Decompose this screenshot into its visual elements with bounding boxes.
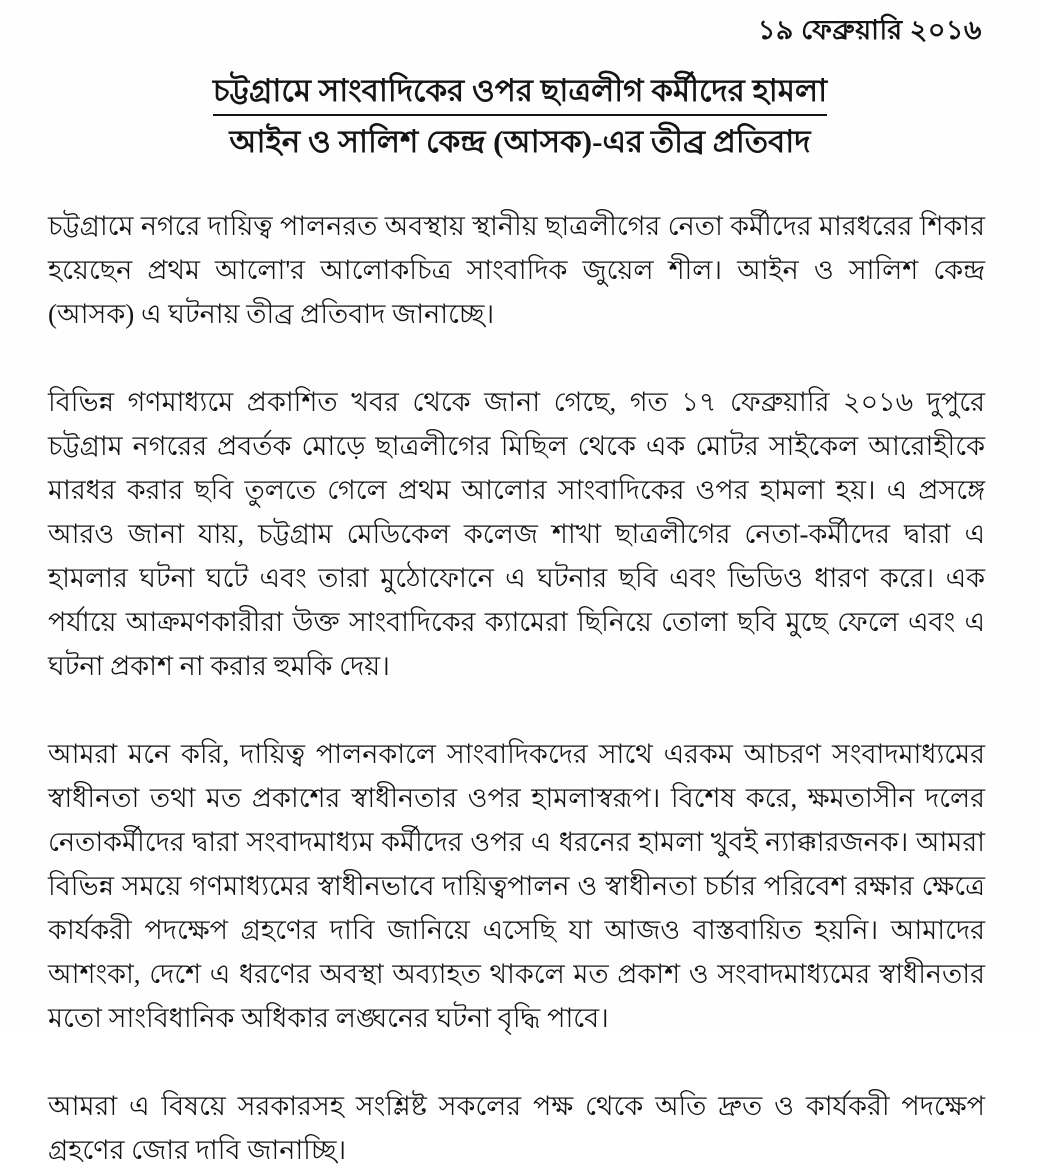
document-date: ১৯ ফেব্রুয়ারি ২০১৬ xyxy=(757,15,982,45)
paragraph-3: আমরা মনে করি, দায়িত্ব পালনকালে সাংবাদিকদের সাথে এরকম আচরণ সংবাদমাধ্যমের স্বাধীনতা তথা মত প্রকাশের স্বাধীনতার ওপর হামলাস্বরূপ। বিশেষ করে, ক্ষমতাসীন দলের নেতাকর্মীদের দ্বারা সংবাদমাধ্যম কর্মীদের ওপর এ ধরনের হামলা খুবই ন্যাক্কারজনক। আমরা বিভিন্ন সময়ে গণমাধ্যমের স্বাধীনভাবে দায়িত্বপালন ও স্বাধীনতা চর্চার পরিবেশ রক্ষার ক্ষেত্রে কার্যকরী পদক্ষেপ গ্রহণের দাবি জানিয়ে এসেছি যা আজও বাস্তবায়িত হয়নি। আমাদের আশংকা, দেশে এ ধরণের অবস্থা অব্যাহত থাকলে মত প্রকাশ ও সংবাদমাধ্যমের স্বাধীনতার মতো সাংবিধানিক অধিকার লঙ্ঘনের ঘটনা বৃদ্ধি পাবে। xyxy=(48,738,985,1033)
paragraph-4: আমরা এ বিষয়ে সরকারসহ সংশ্লিষ্ট সকলের পক্ষ থেকে অতি দ্রুত ও কার্যকরী পদক্ষেপ গ্রহণের জোর দাবি জানাচ্ছি। xyxy=(48,1090,985,1165)
document-title-block xyxy=(0,72,1040,162)
document-title-line1: চট্টগ্রামে সাংবাদিকের ওপর ছাত্রলীগ কর্মীদের হামলা xyxy=(213,72,827,116)
paragraph-1: চট্টগ্রামে নগরে দায়িত্ব পালনরত অবস্থায় স্থানীয় ছাত্রলীগের নেতা কর্মীদের মারধরের শিকার হয়েছেন প্রথম আলো'র আলোকচিত্র সাংবাদিক জুয়েল শীল। আইন ও সালিশ কেন্দ্র (আসক) এ ঘটনায় তীব্র প্রতিবাদ জানাচ্ছে। xyxy=(48,210,985,329)
paragraph-2: বিভিন্ন গণমাধ্যমে প্রকাশিত খবর থেকে জানা গেছে, গত ১৭ ফেব্রুয়ারি ২০১৬ দুপুরে চট্টগ্রাম নগরের প্রবর্তক মোড়ে ছাত্রলীগের মিছিল থেকে এক মোটর সাইকেল আরোহীকে মারধর করার ছবি তুলতে গেলে প্রথম আলোর সাংবাদিকের ওপর হামলা হয়। এ প্রসঙ্গে আরও জানা যায়, চট্টগ্রাম মেডিকেল কলেজ শাখা ছাত্রলীগের নেতা-কর্মীদের দ্বারা এ হামলার ঘটনা ঘটে এবং তারা মুঠোফোনে এ ঘটনার ছবি এবং ভিডিও ধারণ করে। এক পর্যায়ে আক্রমণকারীরা উক্ত সাংবাদিকের ক্যামেরা ছিনিয়ে তোলা ছবি মুছে ফেলে এবং এ ঘটনা প্রকাশ না করার হুমকি দেয়। xyxy=(48,386,985,681)
letter-body xyxy=(48,204,985,1172)
document-title-line2: আইন ও সালিশ কেন্দ্র (আসক)-এর তীব্র প্রতিবাদ xyxy=(229,124,811,160)
